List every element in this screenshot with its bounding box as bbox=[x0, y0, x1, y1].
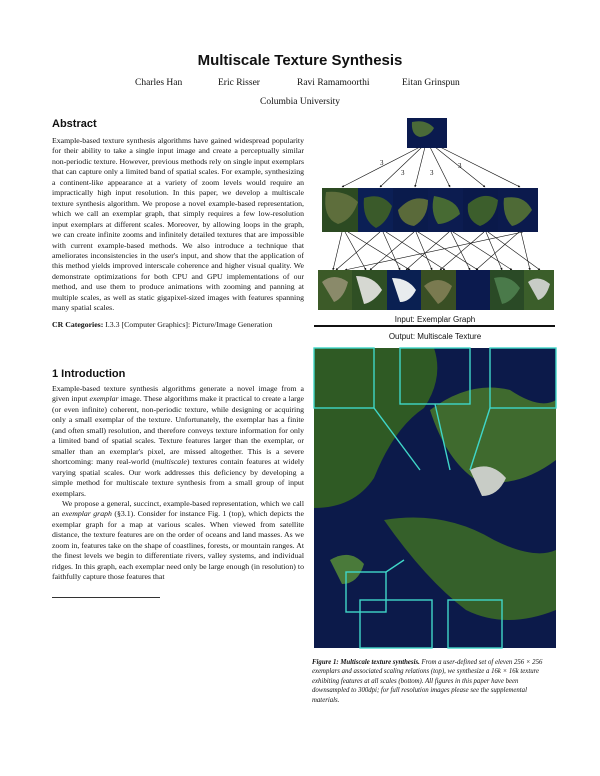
abstract-text: Example-based texture synthesis algorithms have gained widespread popularity for their ability to take a single input image and create a perceptually similar non-periodic texture. However, previous methods rely on single input exemplars that can capture only a limited band of spatial scales. For example, synthesizing a continent-like appearance at a variety of zoom levels would require an impractically high input resolution. In this paper, we develop a multiscale texture synthesis algorithm. We propose a novel example-based representation, which we call an exemplar graph, that simply requires a few low-resolution input exemplars at different scales. Moreover, by allowing loops in the graph, we can create infinite zooms and infinitely detailed textures that are impossible with current example-based methods. We also introduce a technique that ameliorates inconsistencies in the user's input, and show that the application of this method yields improved interscale coherence and higher visual quality. We demonstrate optimizations for both CPU and GPU implementations of our method, and use them to produce animations with zooming and panning at multiple scales, as well as static gigapixel-sized images with features spanning many spatial scales. bbox=[52, 136, 304, 313]
cr-label: CR Categories: bbox=[52, 319, 104, 329]
edge-label: 3 bbox=[380, 159, 384, 167]
intro-paragraph-2: We propose a general, succinct, example-based representation, which we call an exemplar graph (§3.1). Consider for instance Fig. 1 (top), which depicts the exemplar graph for a map at various scales. When viewed from satellite distance, the texture features are on the order of oceans and land masses. As we zoom in, features take on the shape of coastlines, forests, or mountain ranges. At the finest levels we begin to differentiate rivers, valley systems, and individual ridges. In this graph, each exemplar need only be large enough (in resolution) to faithfully capture those features that bbox=[52, 498, 304, 582]
input-label: Input: Exemplar Graph bbox=[394, 315, 476, 324]
author-1: Charles Han bbox=[135, 78, 183, 88]
edge-label: 3 bbox=[401, 169, 405, 177]
caption-text: From a user-defined set of eleven 256 × 256 exemplars and associated scaling relations (top), we synthesize a 16k × 16k texture exhibiting features at all scales (bottom). All figures in this paper have been downsampled to 300dpi; for full resolution images please see the supplemental materials. bbox=[312, 659, 543, 704]
multiscale-output bbox=[314, 348, 556, 648]
author-2: Eric Risser bbox=[218, 78, 260, 88]
edge-label: 3 bbox=[458, 162, 462, 170]
abstract-heading: Abstract bbox=[52, 118, 97, 130]
exemplar-root bbox=[407, 118, 447, 148]
author-4: Eitan Grinspun bbox=[402, 78, 460, 88]
paper-title: Multiscale Texture Synthesis bbox=[197, 52, 403, 69]
caption-title: Figure 1: Multiscale texture synthesis. bbox=[312, 659, 420, 666]
author-3: Ravi Ramamoorthi bbox=[297, 78, 370, 88]
affiliation: Columbia University bbox=[260, 97, 340, 107]
cr-text: I.3.3 [Computer Graphics]: Picture/Image Generation bbox=[105, 319, 273, 329]
figure-caption bbox=[312, 658, 552, 705]
intro-paragraph-1: Example-based texture synthesis algorithms generate a novel image from a given input exemplar image. These algorithms make it practical to create a large (or even infinite) coherent, non-periodic texture, while designing or acquiring only a small exemplar of the texture. Unfortunately, the exemplar has a finite (and often small) resolution, and therefore conveys texture information for only a limited band of spatial scales. Texture features larger than the exemplar, or smaller than an exemplar's pixel, are missed altogether. This is a severe shortcoming: many real-world (multiscale) textures contain features at widely varying spatial scales. Our work addresses this deficiency by developing a simple method for multiscale texture synthesis from a small group of input exemplars. bbox=[52, 384, 304, 498]
edge-label: 3 bbox=[430, 169, 434, 177]
exemplar-graph bbox=[318, 118, 554, 310]
exemplar-row-middle bbox=[322, 188, 538, 232]
introduction-heading: 1 Introduction bbox=[52, 368, 126, 380]
exemplar-row-bottom bbox=[318, 270, 554, 310]
output-label: Output: Multiscale Texture bbox=[388, 332, 482, 341]
